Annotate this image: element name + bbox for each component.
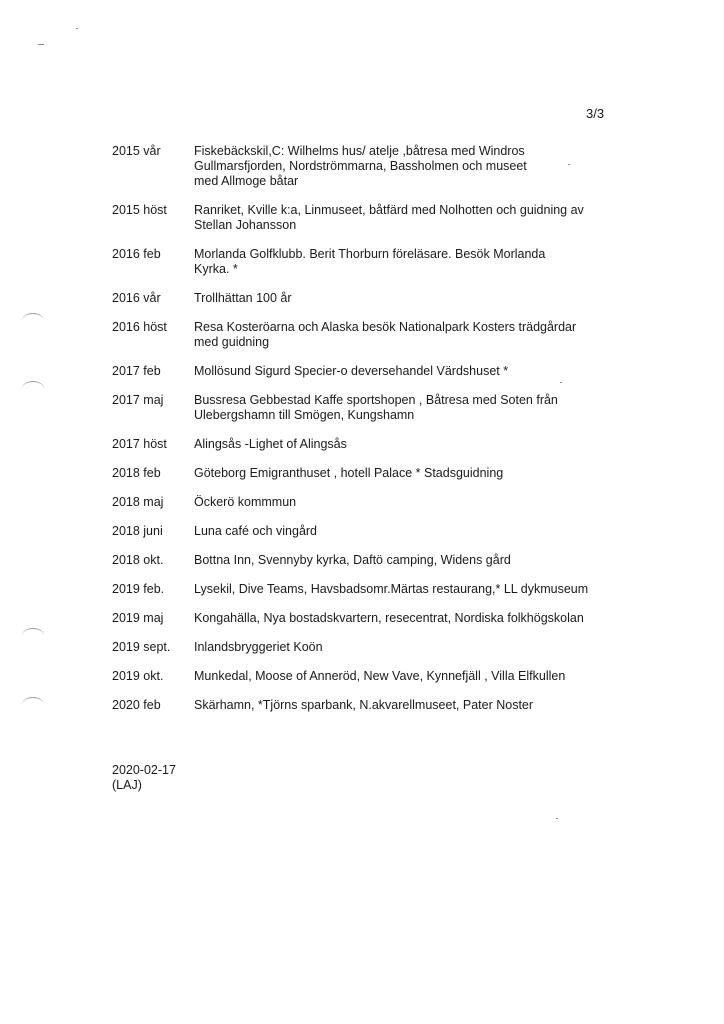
entry-text: Skärhamn, *Tjörns sparbank, N.akvarellmuseet, Pater Noster — [194, 698, 534, 712]
entry-date: 2017 höst — [112, 437, 167, 451]
footer-date: 2020-02-17 — [112, 763, 176, 777]
entry-date: 2018 juni — [112, 524, 163, 538]
list-item — [112, 611, 632, 626]
entry-text: Bussresa Gebbestad Kaffe sportshopen , Båtresa med Soten från Ulebergshamn till Smögen, Kungshamn — [194, 393, 558, 422]
entry-date: 2018 okt. — [112, 553, 164, 567]
page-number: 3/3 — [586, 106, 605, 121]
entry-text: Öckerö kommmun — [194, 495, 297, 509]
entry-date: 2016 feb — [112, 247, 161, 261]
list-item — [112, 553, 632, 568]
entry-date: 2017 maj — [112, 393, 164, 407]
list-item — [112, 247, 632, 277]
entry-date: 2018 maj — [112, 495, 164, 509]
list-item — [112, 669, 632, 684]
punch-hole-mark — [22, 313, 44, 328]
scan-speck — [38, 44, 44, 45]
list-item — [112, 393, 632, 423]
list-item — [112, 495, 632, 510]
entry-text: Ranriket, Kville k:a, Linmuseet, båtfärd med Nolhotten och guidning av Stellan Johansson — [194, 203, 584, 232]
entry-text: Fiskebäckskil,C: Wilhelms hus/ atelje ,båtresa med Windros Gullmarsfjorden, Nordströmmarna, Bassholmen och museet med Allmoge båtar — [194, 144, 527, 188]
list-item — [112, 437, 632, 452]
entry-text: Kongahälla, Nya bostadskvartern, resecentrat, Nordiska folkhögskolan — [194, 611, 584, 625]
scan-speck — [76, 28, 78, 29]
entry-date: 2019 maj — [112, 611, 164, 625]
punch-hole-mark — [22, 381, 44, 396]
punch-hole-mark — [22, 628, 44, 643]
entry-text: Bottna Inn, Svennyby kyrka, Daftö camping, Widens gård — [194, 553, 511, 567]
entry-date: 2016 höst — [112, 320, 167, 334]
document-footer — [112, 763, 176, 793]
list-item — [112, 582, 632, 597]
footer-initials: (LAJ) — [112, 778, 142, 792]
entry-date: 2019 feb. — [112, 582, 165, 596]
list-item — [112, 144, 632, 189]
entry-text: Luna café och vingård — [194, 524, 318, 538]
list-item — [112, 640, 632, 655]
entry-text: Lysekil, Dive Teams, Havsbadsomr.Märtas restaurang,* LL dykmuseum — [194, 582, 589, 596]
entry-date: 2016 vår — [112, 291, 161, 305]
entry-text: Resa Kosteröarna och Alaska besök Nationalpark Kosters trädgårdar med guidning — [194, 320, 577, 349]
entry-date: 2015 vår — [112, 144, 161, 158]
list-item — [112, 524, 632, 539]
event-list — [112, 140, 632, 713]
entry-date: 2019 sept. — [112, 640, 171, 654]
entry-text: Trollhättan 100 år — [194, 291, 292, 305]
list-item — [112, 291, 632, 306]
entry-text: Alingsås -Lighet of Alingsås — [194, 437, 347, 451]
scan-speck — [556, 818, 558, 819]
entry-text: Morlanda Golfklubb. Berit Thorburn föreläsare. Besök Morlanda Kyrka. * — [194, 247, 546, 276]
list-item — [112, 698, 632, 713]
list-item — [112, 203, 632, 233]
list-item — [112, 320, 632, 350]
entry-date: 2020 feb — [112, 698, 161, 712]
entry-text: Göteborg Emigranthuset , hotell Palace * Stadsguidning — [194, 466, 504, 480]
entry-date: 2019 okt. — [112, 669, 164, 683]
entry-text: Mollösund Sigurd Specier-o deversehandel Värdshuset * — [194, 364, 509, 378]
entry-text: Inlandsbryggeriet Koön — [194, 640, 323, 654]
list-item — [112, 466, 632, 481]
entry-date: 2018 feb — [112, 466, 161, 480]
list-item — [112, 364, 632, 379]
entry-text: Munkedal, Moose of Anneröd, New Vave, Kynnefjäll , Villa Elfkullen — [194, 669, 566, 683]
punch-hole-mark — [22, 697, 44, 712]
entry-date: 2015 höst — [112, 203, 167, 217]
entry-date: 2017 feb — [112, 364, 161, 378]
